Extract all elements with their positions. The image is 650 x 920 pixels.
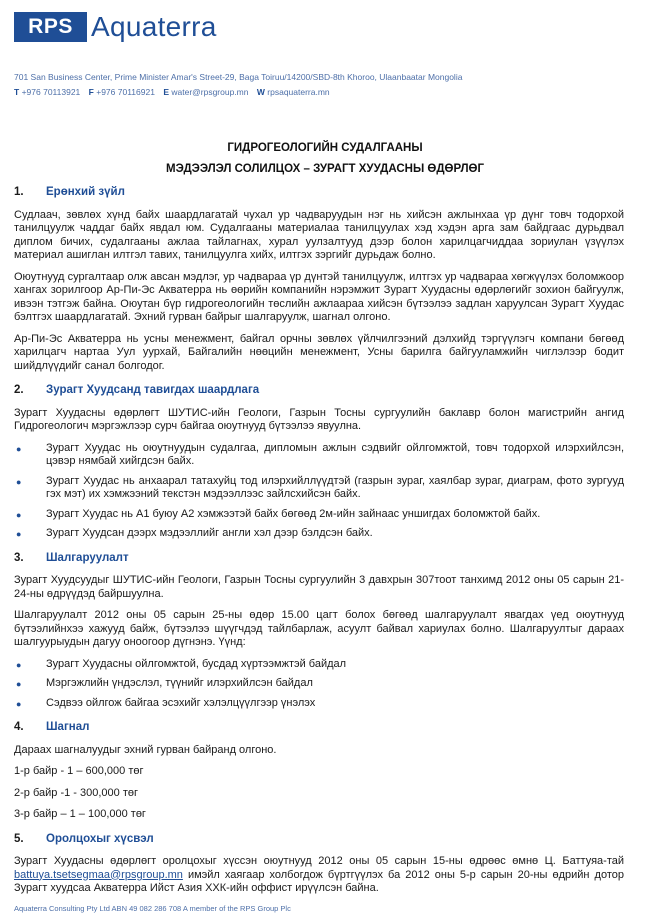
web-value[interactable]: rpsaquaterra.mn xyxy=(267,87,330,97)
list-item-text: Зурагт Хуудас нь оюутнуудын судалгаа, дипломын ажлын сэдвийг ойлгомжтой, товч тодорхой илэрхийлсэн, цэвэр нямбай хийгдсэн байх. xyxy=(46,441,624,467)
prize-line: 2-р байр -1 - 300,000 төг xyxy=(14,786,138,799)
document-title-line2: МЭДЭЭЛЭЛ СОЛИЛЦОХ – ЗУРАГТ ХУУДАСНЫ ӨДӨРЛӨГ xyxy=(166,163,484,175)
list-item-text: Зурагт Хуудас нь анхаарал татахуйц тод илэрхийллүүдтэй (газрын зураг, хаялбар зураг, диаграм, фото зургууд гэх мэт) их хэмжээний текстэн мэдээллээс зайлсхийсэн байх. xyxy=(46,474,624,500)
section-heading xyxy=(14,833,624,847)
fax-label: F xyxy=(88,87,94,97)
section-participation xyxy=(14,833,624,896)
list-item xyxy=(14,697,624,711)
bullet-icon: ● xyxy=(16,529,22,539)
document-body xyxy=(14,186,624,907)
bullet-icon: ● xyxy=(16,509,22,520)
logo-text: Aquaterra xyxy=(91,11,217,42)
address-line: 701 San Business Center, Prime Minister Amar's Street-29, Baga Toiruu/14200/SBD-8th Khoroo, Ulaanbaatar Mongolia xyxy=(14,72,463,82)
bullet-icon: ● xyxy=(16,443,22,454)
section-heading xyxy=(14,552,624,566)
section-title: Шагнал xyxy=(46,721,90,733)
prize-line: 3-р байр – 1 – 100,000 төг xyxy=(14,808,146,820)
paragraph: Ар-Пи-Эс Акватерра нь усны менежмент, байгал орчны зөвлөх үйлчилгээний дэлхийд тэргүүлэгч компани бөгөөд харилцагч нартаа Уул уурхай, Байгалийн нөөцийн менежмент, Усны барилга байгууламжийн чиглэлээр бодит шийдлүүдийг санал болгодог. xyxy=(14,332,624,372)
contact-email-link[interactable]: battuya.tsetsegmaa@rpsgroup.mn xyxy=(14,868,183,881)
section-prizes xyxy=(14,721,624,822)
list-item xyxy=(14,475,624,502)
section-title: Зурагт Хуудсанд тавигдах шаардлага xyxy=(46,384,260,396)
paragraph: Шалгаруулалт 2012 оны 05 сарын 25-ны өдөр 15.00 цагт болох бөгөөд шалгаруулалт явагдах үед оюутнууд бүтээлийнхээ хажууд байж, бүтээлээ шүүгчдэд тайлбарлаж, асуулт байвал хариулах болно. Шалгаруултыг дараах шалгуурыудын дагуу оноогоор дүгнэнэ. Үүнд: xyxy=(14,609,624,648)
section-general xyxy=(14,186,624,373)
section-number: 2. xyxy=(14,384,24,396)
section-title: Оролцохыг хүсвэл xyxy=(46,832,154,845)
page-footer: Aquaterra Consulting Pty Ltd ABN 49 082 286 708 A member of the RPS Group Plc xyxy=(14,904,291,913)
paragraph: Оюутнууд сургалтаар олж авсан мэдлэг, ур чадвараа үр дүнтэй танилцуулж, илтгэх ур чадвараа хөгжүүлэх боломжоор хангах зорилгоор Ар-Пи-Эс Акватерра нь өөрийн компанийн нэрэмжит Зурагт Хуудасны өдөрлөгийг зохион байгуулж, ивээн тэтгэж байна. Оюутан бүр гидрогеологийн төслийн ажлаараа хийсэн бүтээлээ задлан харуулсан Зурагт Хуудас бэлтгэх шаардлагатай. Эхний гурван байрыг шалгаруулж, шагнал олгоно. xyxy=(14,270,624,323)
criteria-list xyxy=(14,658,624,711)
company-logo xyxy=(14,12,217,42)
list-item xyxy=(14,508,624,522)
section-number: 5. xyxy=(14,832,24,845)
list-item xyxy=(14,677,624,691)
phone-value: +976 70113921 xyxy=(21,87,81,97)
bullet-icon: ● xyxy=(16,698,22,709)
section-number: 1. xyxy=(14,186,24,198)
section-heading xyxy=(14,384,624,398)
list-item xyxy=(14,442,624,469)
paragraph xyxy=(14,855,624,896)
phone-label: T xyxy=(14,87,20,97)
list-item-text: Зурагт Хуудас нь А1 буюу А2 хэмжээтэй байх бөгөөд 2м-ийн зайнаас уншигдах боломжтой байх. xyxy=(46,507,541,520)
logo-mark: RPS xyxy=(14,12,87,42)
company-address-block xyxy=(14,70,462,100)
list-item-text: Зурагт Хуудсан дээрх мэдээллийг англи хэл дээр бэлдсэн байх. xyxy=(46,527,373,539)
email-value[interactable]: water@rpsgroup.mn xyxy=(171,87,249,97)
bullet-icon: ● xyxy=(16,476,22,487)
paragraph-text: Зурагт Хуудасны өдөрлөгт оролцохыг хүссэн оюутнууд 2012 оны 05 сарын 15-ны өдрөөс өмнө Ц. Баттуяа-тай xyxy=(14,855,624,867)
section-selection xyxy=(14,552,624,711)
requirements-list xyxy=(14,442,624,541)
section-requirements xyxy=(14,384,624,541)
prize-line: 1-р байр - 1 – 600,000 төг xyxy=(14,765,144,777)
bullet-icon: ● xyxy=(16,679,22,689)
fax-value: +976 70116921 xyxy=(96,87,155,97)
web-label: W xyxy=(256,87,265,97)
section-title: Шалгаруулалт xyxy=(46,551,129,564)
section-heading xyxy=(14,186,624,200)
section-title: Ерөнхий зүйл xyxy=(46,186,125,198)
list-item-text: Зурагт Хуудасны ойлгомжтой, бусдад хүртээмжтэй байдал xyxy=(46,657,347,670)
contact-line xyxy=(14,85,462,100)
paragraph-text: имэйл хаягаар холбогдож бүртгүүлэх ба 2012 оны 5-р сарын 20-ны өдрийн дотор Зурагт хуудсаа Акватерра Ийст Азия ХХК-ийн оффист ирүүлсэн байна. xyxy=(14,868,624,894)
bullet-icon: ● xyxy=(16,659,22,670)
list-item-text: Сэдвээ ойлгож байгаа эсэхийг хэлэлцүүлгээр үнэлэх xyxy=(46,696,316,709)
paragraph: Зурагт Хуудасны өдөрлөгт ШУТИС-ийн Геологи, Газрын Тосны сургуулийн баклавр болон магистрийн ангид Гидрогеологич мэргэжлээр сурч байгаа оюутнууд бүтээлээ явуулна. xyxy=(14,406,624,432)
section-number: 3. xyxy=(14,551,24,564)
paragraph: Зурагт Хуудсуудыг ШУТИС-ийн Геологи, Газрын Тосны сургуулийн 3 давхрын 307тоот танхимд 2012 оны 05 сарын 21-24-ны өдрүүдэд байршуулна. xyxy=(14,574,624,600)
paragraph: Дараах шагналуудыг эхний гурван байранд олгоно. xyxy=(14,743,277,756)
list-item xyxy=(14,658,624,672)
list-item xyxy=(14,527,624,541)
document-title-line1: ГИДРОГЕОЛОГИЙН СУДАЛГААНЫ xyxy=(227,142,423,154)
email-label: E xyxy=(163,87,169,97)
list-item-text: Мэргэжлийн үндэслэл, түүнийг илэрхийлсэн байдал xyxy=(46,677,313,689)
section-heading xyxy=(14,721,624,735)
section-number: 4. xyxy=(14,721,24,733)
paragraph: Судлаач, зөвлөх хүнд байх шаардлагатай чухал ур чадваруудын нэг нь хийсэн ажлынхаа үр дүнг товч тодорхой танилцуулж чаддаг байх явдал юм. Судалгааны материалаа танилцуулах хэд хэдэн арга зам байдгаас дурьдвал диплом бичих, судалгааны ажлаа тайлагнах, хурал уулзалтууд дээр болон харилцагчиддаа зориулан үзүүлэх материал ашиглан илтгэл тавих, танилцуулга хийх, илтгэх зэргийг дурьдаж болно. xyxy=(14,208,624,261)
